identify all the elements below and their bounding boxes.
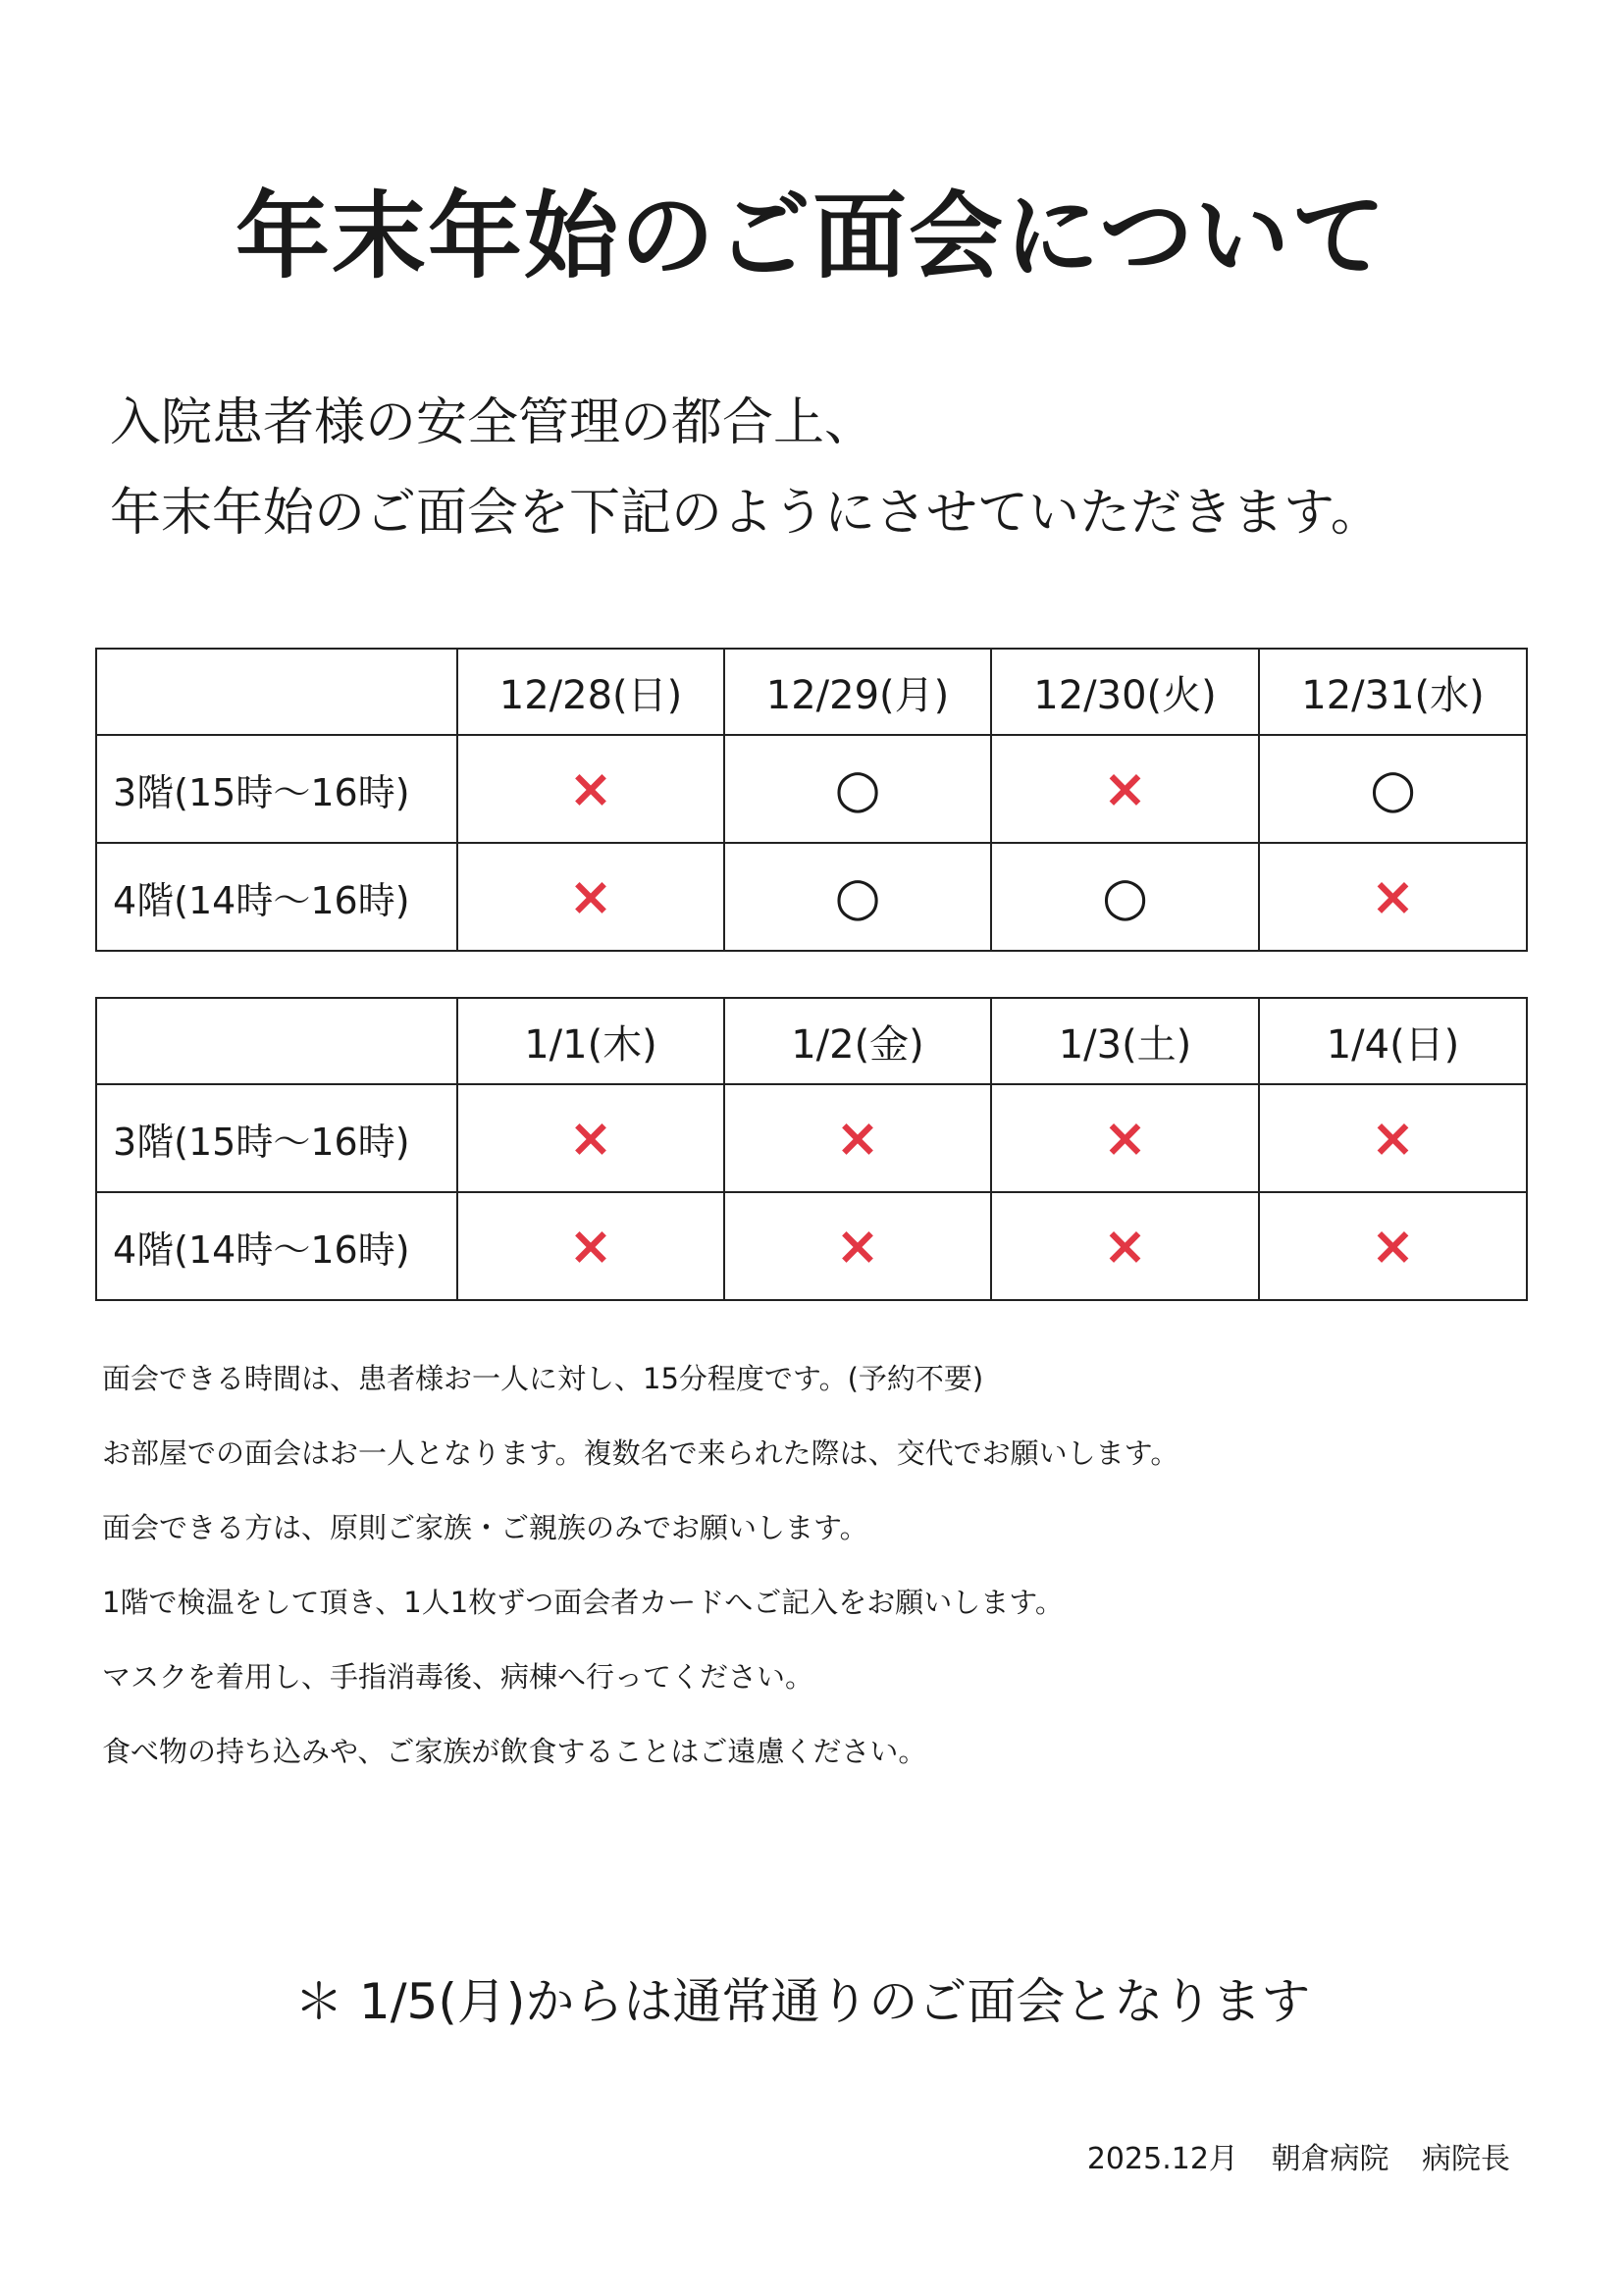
availability-cell	[991, 1084, 1259, 1192]
date-header: 12/28(日)	[457, 649, 724, 735]
availability-cell	[991, 735, 1259, 843]
availability-cell	[724, 843, 991, 951]
availability-cell	[457, 843, 724, 951]
date-header: 1/2(金)	[724, 998, 991, 1084]
date-header: 12/30(火)	[991, 649, 1259, 735]
cross-mark: ×	[835, 1214, 880, 1277]
availability-cell	[991, 843, 1259, 951]
cross-mark: ×	[1102, 1214, 1148, 1277]
table-row	[96, 843, 1527, 951]
cross-mark: ×	[568, 757, 613, 819]
table-row	[96, 735, 1527, 843]
cross-mark: ×	[1102, 757, 1148, 819]
table-row	[96, 1084, 1527, 1192]
availability-cell	[1259, 843, 1527, 951]
cross-mark: ×	[1370, 864, 1416, 927]
cross-mark: ×	[835, 1106, 880, 1169]
table-row	[96, 1192, 1527, 1300]
circle-mark: ○	[834, 757, 881, 819]
availability-cell	[457, 1084, 724, 1192]
availability-cell	[1259, 1192, 1527, 1300]
availability-cell	[724, 1192, 991, 1300]
date-header: 1/3(土)	[991, 998, 1259, 1084]
visiting-schedule-table-december	[95, 648, 1528, 952]
circle-mark: ○	[1101, 864, 1149, 927]
floor-label: 4階(14時～16時)	[96, 843, 457, 951]
cross-mark: ×	[568, 864, 613, 927]
header-blank-cell	[96, 649, 457, 735]
availability-cell	[724, 735, 991, 843]
floor-label: 3階(15時～16時)	[96, 1084, 457, 1192]
cross-mark: ×	[568, 1106, 613, 1169]
list-item: 食べ物の持ち込みや、ご家族が飲食することはご遠慮ください。	[102, 1735, 927, 1768]
list-item: 面会できる時間は、患者様お一人に対し、15分程度です。(予約不要)	[102, 1362, 984, 1395]
floor-label: 4階(14時～16時)	[96, 1192, 457, 1300]
intro-text	[110, 378, 1382, 558]
list-item: マスクを着用し、手指消毒後、病棟へ行ってください。	[102, 1660, 814, 1694]
availability-cell	[457, 735, 724, 843]
circle-mark: ○	[1369, 757, 1417, 819]
date-header: 12/31(水)	[1259, 649, 1527, 735]
table-header-row	[96, 998, 1527, 1084]
intro-line-2: 年末年始のご面会を下記のようにさせていただきます。	[110, 484, 1382, 543]
visiting-notes-list	[102, 1354, 1178, 1801]
table-header-row	[96, 649, 1527, 735]
circle-mark: ○	[834, 864, 881, 927]
availability-cell	[724, 1084, 991, 1192]
visiting-schedule-table-january	[95, 997, 1528, 1301]
list-item: 1階で検温をして頂き、1人1枚ずつ面会者カードへご記入をお願いします。	[102, 1586, 1064, 1619]
page-title: 年末年始のご面会について	[235, 182, 1388, 291]
date-header: 1/1(木)	[457, 998, 724, 1084]
availability-cell	[457, 1192, 724, 1300]
availability-cell	[991, 1192, 1259, 1300]
resume-normal-visiting-note: ＊ 1/5(月)からは通常通りのご面会となります	[294, 1973, 1311, 2030]
cross-mark: ×	[1102, 1106, 1148, 1169]
signature-hospital: 朝倉病院	[1271, 2142, 1389, 2176]
signature	[1064, 2134, 1510, 2177]
availability-cell	[1259, 735, 1527, 843]
list-item: お部屋での面会はお一人となります。複数名で来られた際は、交代でお願いします。	[102, 1436, 1179, 1470]
cross-mark: ×	[568, 1214, 613, 1277]
intro-line-1: 入院患者様の安全管理の都合上、	[110, 393, 876, 452]
header-blank-cell	[96, 998, 457, 1084]
cross-mark: ×	[1370, 1106, 1416, 1169]
signature-role: 病院長	[1422, 2142, 1510, 2176]
list-item: 面会できる方は、原則ご家族・ご親族のみでお願いします。	[102, 1511, 868, 1544]
signature-date: 2025.12月	[1086, 2142, 1238, 2176]
availability-cell	[1259, 1084, 1527, 1192]
date-header: 1/4(日)	[1259, 998, 1527, 1084]
floor-label: 3階(15時～16時)	[96, 735, 457, 843]
date-header: 12/29(月)	[724, 649, 991, 735]
cross-mark: ×	[1370, 1214, 1416, 1277]
